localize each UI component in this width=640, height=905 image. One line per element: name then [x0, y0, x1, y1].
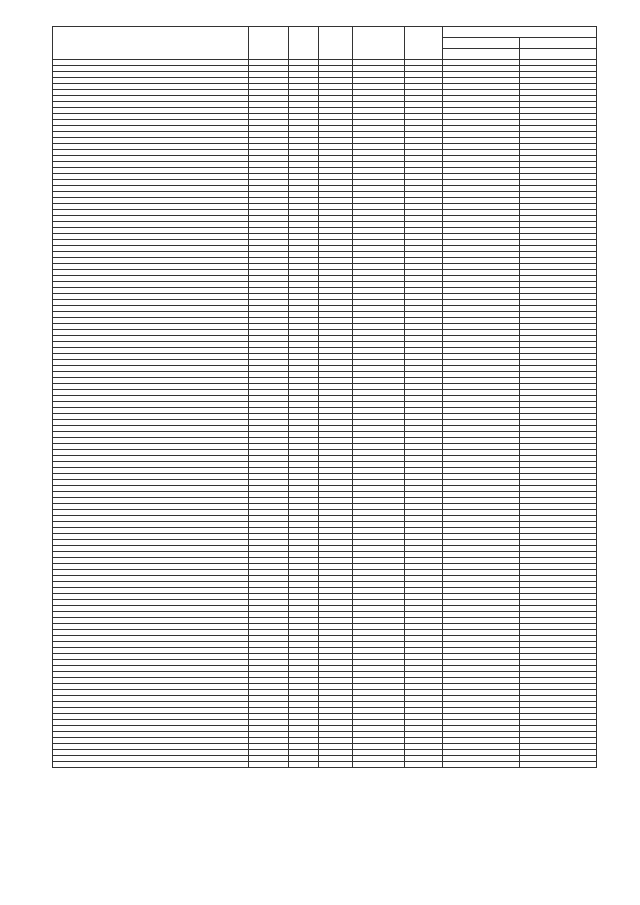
header-article [353, 27, 405, 60]
budget-table [52, 26, 597, 768]
header-name [53, 27, 249, 60]
cell-sec [289, 762, 319, 768]
header-year-1 [443, 38, 520, 49]
table-body [53, 60, 597, 768]
header-expense-type [405, 27, 443, 60]
cell-y1 [443, 762, 520, 768]
cell-y2 [520, 762, 597, 768]
header-sum [443, 27, 597, 38]
header-subsection [319, 27, 353, 60]
header-dept [249, 27, 289, 60]
header-year-2 [520, 38, 597, 49]
header-section [289, 27, 319, 60]
cell-sub [319, 762, 353, 768]
cell-dept [249, 762, 289, 768]
cell-exp [405, 762, 443, 768]
table-row [53, 762, 597, 768]
cell-art [353, 762, 405, 768]
cell-name [53, 762, 249, 768]
